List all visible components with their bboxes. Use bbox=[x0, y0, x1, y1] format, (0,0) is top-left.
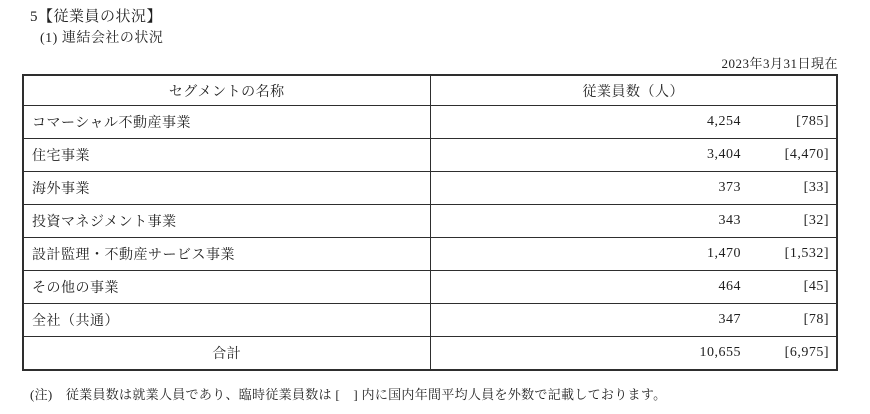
total-count-value: 10,655 bbox=[699, 345, 741, 360]
employee-count-temp: [32] bbox=[803, 213, 829, 228]
employee-count-cell bbox=[430, 106, 837, 139]
employee-count-value: 3,404 bbox=[707, 147, 741, 162]
page-title: 5【従業員の状況】 bbox=[30, 9, 163, 25]
employee-count-cell bbox=[430, 238, 837, 271]
table-row bbox=[23, 205, 837, 238]
employee-count-temp: [45] bbox=[803, 279, 829, 294]
table-row bbox=[23, 139, 837, 172]
table-header-row bbox=[23, 75, 837, 106]
table-row bbox=[23, 271, 837, 304]
total-label: 合計 bbox=[23, 337, 430, 371]
total-count bbox=[431, 345, 837, 361]
employee-count bbox=[431, 312, 837, 328]
segment-name: 投資マネジメント事業 bbox=[23, 205, 430, 238]
employee-count-value: 1,470 bbox=[707, 246, 741, 261]
employees-table bbox=[22, 74, 838, 371]
employee-count-value: 373 bbox=[718, 180, 741, 195]
employee-count bbox=[431, 147, 837, 163]
employee-count-cell bbox=[430, 304, 837, 337]
segment-name: 全社（共通） bbox=[23, 304, 430, 337]
employee-count-temp: [1,532] bbox=[784, 246, 829, 261]
as-of-date: 2023年3月31日現在 bbox=[721, 56, 838, 71]
column-header-segment: セグメントの名称 bbox=[23, 75, 430, 106]
total-count-temp: [6,975] bbox=[784, 345, 829, 360]
employee-count bbox=[431, 114, 837, 130]
employee-count-temp: [78] bbox=[803, 312, 829, 327]
employee-count-value: 347 bbox=[718, 312, 741, 327]
footnote: (注) 従業員数は就業人員であり、臨時従業員数は [ ] 内に国内年間平均人員を外数で記載しております。 bbox=[30, 387, 667, 402]
table-total-row bbox=[23, 337, 837, 371]
employee-count-value: 343 bbox=[718, 213, 741, 228]
segment-name: その他の事業 bbox=[23, 271, 430, 304]
employee-count-temp: [785] bbox=[796, 114, 829, 129]
employee-count bbox=[431, 180, 837, 196]
employee-count-value: 4,254 bbox=[707, 114, 741, 129]
employee-count-cell bbox=[430, 205, 837, 238]
employee-count bbox=[431, 246, 837, 262]
table-row bbox=[23, 304, 837, 337]
employee-count-cell bbox=[430, 271, 837, 304]
segment-name: 住宅事業 bbox=[23, 139, 430, 172]
employee-count-cell bbox=[430, 139, 837, 172]
table-row bbox=[23, 106, 837, 139]
employee-count-temp: [33] bbox=[803, 180, 829, 195]
section-subtitle: (1) 連結会社の状況 bbox=[40, 31, 164, 46]
employee-count-value: 464 bbox=[718, 279, 741, 294]
employee-count-cell bbox=[430, 172, 837, 205]
segment-name: 設計監理・不動産サービス事業 bbox=[23, 238, 430, 271]
segment-name: コマーシャル不動産事業 bbox=[23, 106, 430, 139]
table-row bbox=[23, 238, 837, 271]
total-count-cell bbox=[430, 337, 837, 371]
employee-count bbox=[431, 279, 837, 295]
employee-count-temp: [4,470] bbox=[784, 147, 829, 162]
segment-name: 海外事業 bbox=[23, 172, 430, 205]
column-header-employees: 従業員数（人） bbox=[430, 75, 837, 106]
table-row bbox=[23, 172, 837, 205]
employee-count bbox=[431, 213, 837, 229]
